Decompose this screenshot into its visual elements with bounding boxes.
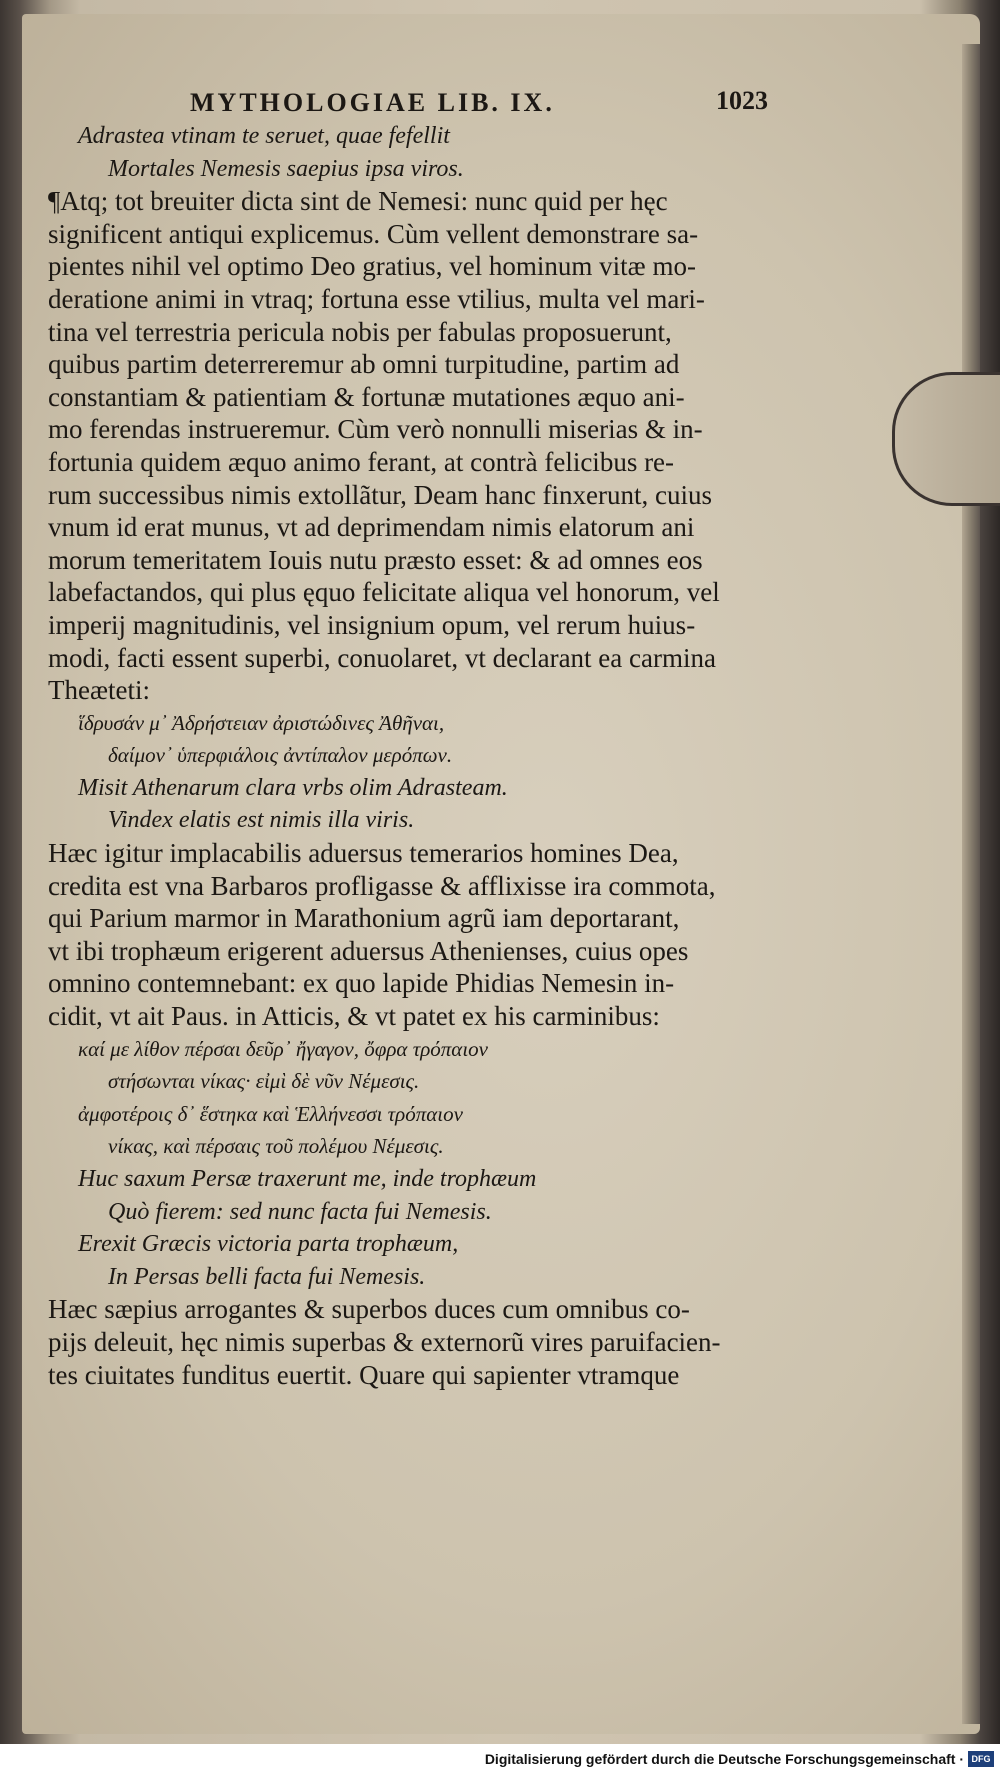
latin-verse-line: In Persas belli facta fui Nemesis. bbox=[108, 1263, 426, 1290]
greek-verse-line: στήσωνται νίκας· εἰμὶ δὲ νῦν Νέμεσις. bbox=[108, 1069, 420, 1094]
latin-verse-line: Quò fierem: sed nunc facta fui Nemesis. bbox=[108, 1198, 492, 1225]
text-line: pijs deleuit, hęc nimis superbas & externorũ vires paruifacien- bbox=[48, 1326, 721, 1357]
greek-verse-line: ἀμφοτέροις δ᾽ ἕστηκα καὶ Ἑλλήνεσσι τρόπαιον bbox=[78, 1101, 463, 1126]
text-line: constantiam & patientiam & fortunæ mutationes æquo ani- bbox=[48, 381, 685, 412]
dfg-logo: DFG bbox=[968, 1751, 994, 1767]
text-line: credita est vna Barbaros profligasse & afflixisse ira commota, bbox=[48, 870, 716, 901]
text-line: vnum id erat munus, vt ad deprimendam nimis elatorum ani bbox=[48, 512, 695, 543]
text-line: rum successibus nimis extollãtur, Deam hanc finxerunt, cuius bbox=[48, 479, 713, 510]
text-line: vt ibi trophæum erigerent aduersus Athenienses, cuius opes bbox=[48, 935, 689, 966]
text-line: ¶Atq; tot breuiter dicta sint de Nemesi: nunc quid per hęc bbox=[48, 186, 668, 217]
text-line: omnino contemnebant: ex quo lapide Phidias Nemesin in- bbox=[48, 968, 675, 999]
text-line: tes ciuitates funditus euertit. Quare qui sapienter vtramque bbox=[48, 1359, 680, 1390]
greek-verse-line: καί με λίθον πέρσαι δεῦρ᾽ ἤγαγον, ὄφρα τρόπαιον bbox=[78, 1036, 488, 1061]
text-line: qui Parium marmor in Marathonium agrũ iam deportarant, bbox=[48, 903, 680, 934]
latin-verse-line: Vindex elatis est nimis illa viris. bbox=[108, 807, 415, 834]
text-line: mo ferendas instrueremur. Cùm verò nonnulli miserias & in- bbox=[48, 414, 703, 445]
page-header bbox=[48, 82, 768, 120]
text-line: fortunia quidem æquo animo ferant, at contrà felicibus re- bbox=[48, 446, 675, 477]
page-clip bbox=[892, 372, 1000, 506]
text-line: morum temeritatem Iouis nutu præsto esset: & ad omnes eos bbox=[48, 544, 703, 575]
text-lines bbox=[48, 120, 760, 1391]
text-line: significent antiqui explicemus. Cùm vellent demonstrare sa- bbox=[48, 218, 699, 249]
footer-bar bbox=[0, 1744, 1000, 1774]
greek-verse-line: νίκας, καὶ πέρσαις τοῦ πολέμου Νέμεσις. bbox=[108, 1134, 444, 1159]
text-line: modi, facti essent superbi, conuolaret, vt declarant ea carmina bbox=[48, 642, 716, 673]
text-line: Hæc igitur implacabilis aduersus temerarios homines Dea, bbox=[48, 838, 679, 869]
latin-verse-line: Huc saxum Persæ traxerunt me, inde trophæum bbox=[78, 1166, 537, 1192]
text-line: tina vel terrestria pericula nobis per fabulas proposuerunt, bbox=[48, 316, 672, 347]
text-line: labefactandos, qui plus ęquo felicitate aliqua vel honorum, vel bbox=[48, 577, 720, 608]
funding-credit: Digitalisierung gefördert durch die Deutsche Forschungsgemeinschaft · bbox=[484, 1751, 964, 1767]
text-line: quibus partim deterreremur ab omni turpitudine, partim ad bbox=[48, 349, 680, 380]
latin-verse-line: Misit Athenarum clara vrbs olim Adrasteam. bbox=[78, 774, 508, 801]
text-line: Theæteti: bbox=[48, 675, 150, 706]
text-line: Hæc sæpius arrogantes & superbos duces cum omnibus co- bbox=[48, 1294, 690, 1325]
latin-verse-line: Mortales Nemesis saepius ipsa viros. bbox=[108, 155, 464, 182]
greek-verse-line: ἵδρυσάν μ᾽ Ἀδρήστειαν ἀριστώδινες Ἀθῆναι, bbox=[78, 710, 445, 735]
latin-verse-line: Adrastea vtinam te seruet, quae fefellit bbox=[78, 123, 450, 149]
text-line: pientes nihil vel optimo Deo gratius, vel hominum vitæ mo- bbox=[48, 251, 696, 282]
text-line: cidit, vt ait Paus. in Atticis, & vt patet ex his carminibus: bbox=[48, 1001, 660, 1032]
text-line: imperij magnitudinis, vel insignium opum, vel rerum huius- bbox=[48, 609, 696, 640]
page-text bbox=[48, 82, 768, 1391]
latin-verse-line: Erexit Græcis victoria parta trophæum, bbox=[78, 1231, 459, 1258]
text-line: deratione animi in vtraq; fortuna esse vtilius, multa vel mari- bbox=[48, 283, 705, 314]
page-edge bbox=[962, 44, 980, 1724]
running-title: MYTHOLOGIAE LIB. IX. bbox=[190, 88, 555, 117]
greek-verse-line: δαίμον᾽ ὑπερφιάλοις ἀντίπαλον μερόπων. bbox=[108, 743, 453, 768]
page-number: 1023 bbox=[716, 86, 768, 115]
